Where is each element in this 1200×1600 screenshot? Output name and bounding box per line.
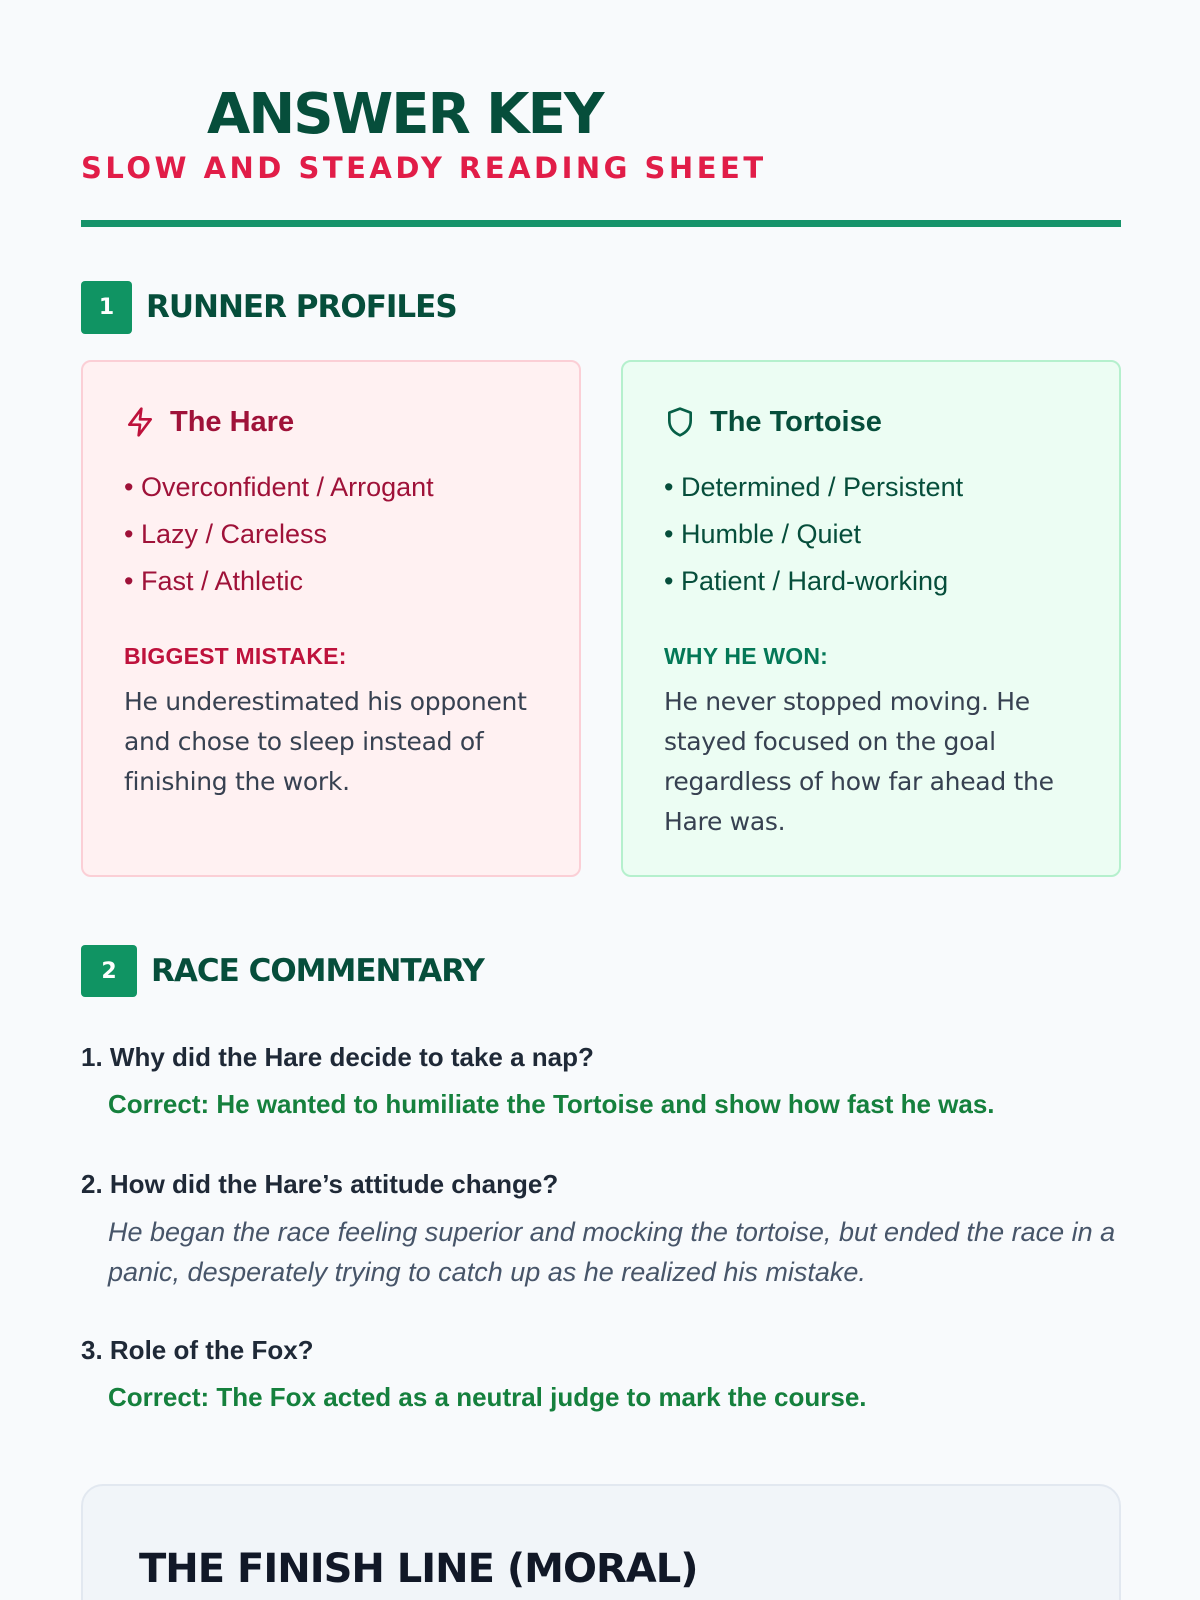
tortoise-traits-list	[664, 464, 1079, 605]
section-number-badge: 2	[81, 945, 137, 997]
tortoise-win-label: WHY HE WON:	[664, 643, 829, 669]
section-number-badge: 1	[81, 281, 132, 334]
page-subtitle: SLOW AND STEADY READING SHEET	[81, 151, 767, 185]
tortoise-name: The Tortoise	[710, 405, 882, 438]
shield-icon	[664, 406, 696, 438]
list-item: • Patient / Hard-working	[664, 558, 1079, 605]
section-title: RACE COMMENTARY	[151, 953, 484, 989]
question-text: 3. Role of the Fox?	[81, 1335, 314, 1365]
section-race-commentary	[81, 944, 484, 998]
hare-mistake-label: BIGGEST MISTAKE:	[124, 643, 347, 669]
question-item	[81, 1169, 1121, 1292]
section-runner-profiles	[81, 280, 457, 334]
header-divider	[81, 220, 1121, 227]
answer-text: Correct: The Fox acted as a neutral judge to mark the course.	[108, 1382, 867, 1412]
list-item: • Fast / Athletic	[124, 558, 539, 605]
moral-title: THE FINISH LINE (MORAL)	[139, 1546, 698, 1592]
hare-mistake-text: He underestimated his opponent and chose to sleep instead of finishing the work.	[124, 687, 527, 796]
answer-text: Correct: He wanted to humiliate the Tortoise and show how fast he was.	[108, 1089, 995, 1119]
list-item: • Humble / Quiet	[664, 511, 1079, 558]
moral-box	[81, 1484, 1121, 1600]
list-item: • Determined / Persistent	[664, 464, 1079, 511]
question-text: 2. How did the Hare’s attitude change?	[81, 1169, 559, 1199]
question-item	[81, 1335, 1121, 1413]
answer-text: He began the race feeling superior and mocking the tortoise, but ended the race in a panic, desperately trying to catch up as he realized his mistake.	[108, 1217, 1116, 1287]
tortoise-win-text: He never stopped moving. He stayed focused on the goal regardless of how far ahead the Hare was.	[664, 687, 1054, 836]
tortoise-profile-card	[621, 360, 1121, 877]
question-item	[81, 1042, 1121, 1120]
list-item: • Overconfident / Arrogant	[124, 464, 539, 511]
hare-profile-card	[81, 360, 581, 877]
lightning-bolt-icon	[124, 406, 156, 438]
question-text: 1. Why did the Hare decide to take a nap?	[81, 1042, 594, 1072]
page-title: ANSWER KEY	[207, 82, 603, 147]
list-item: • Lazy / Careless	[124, 511, 539, 558]
hare-traits-list	[124, 464, 539, 605]
hare-name: The Hare	[170, 405, 295, 438]
section-title: RUNNER PROFILES	[146, 289, 457, 325]
